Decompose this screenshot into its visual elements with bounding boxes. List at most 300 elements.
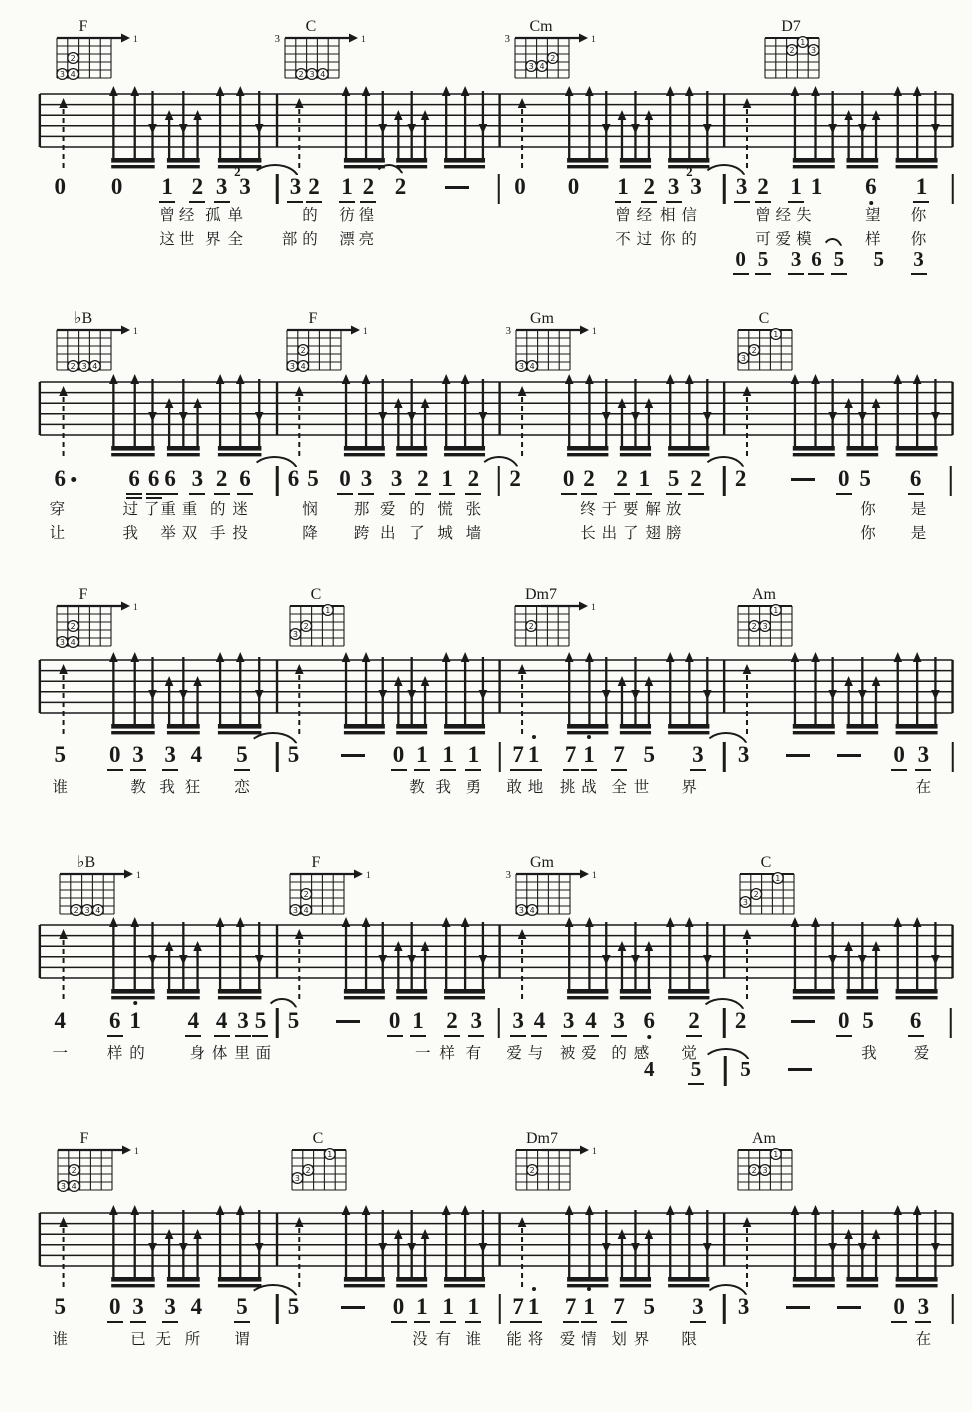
- melody-note: [465, 1294, 481, 1323]
- note-digit: 7: [613, 1294, 625, 1319]
- note-digit: 0: [562, 466, 575, 491]
- note-digit: 5: [757, 247, 769, 271]
- lyric-char: 样: [106, 1044, 123, 1062]
- lyric-char: 跨: [353, 524, 370, 542]
- note-digit: 1: [412, 1008, 424, 1033]
- eighth-underline: [414, 769, 430, 771]
- chord-diagram-Dm7: [501, 584, 621, 658]
- note-digit: 2: [734, 466, 747, 491]
- chord-diagram-C: [278, 1128, 398, 1202]
- note-digit: 2: [362, 174, 375, 199]
- note-digit: 1: [583, 742, 595, 767]
- eighth-underline: [836, 1035, 852, 1037]
- melody-note: [733, 246, 749, 275]
- note-digit: 3: [164, 742, 176, 767]
- eighth-underline: [146, 493, 162, 495]
- melody-note: [611, 1008, 627, 1037]
- melody-note: [107, 1008, 123, 1037]
- svg-text:2: 2: [70, 621, 76, 631]
- lyric-char: 穿: [49, 500, 66, 518]
- svg-text:1: 1: [773, 605, 779, 615]
- note-digit: 1: [790, 174, 802, 199]
- note-digit: 0: [339, 466, 351, 491]
- eighth-underline: [636, 493, 652, 495]
- melody-note: [414, 742, 430, 771]
- lyric-char: 解: [645, 500, 661, 518]
- note-digit: 1: [915, 174, 928, 199]
- lyric-char: 的: [302, 206, 318, 224]
- chord-diagram-Am: [724, 1128, 844, 1202]
- eighth-underline: [252, 1035, 268, 1037]
- melody-note: [159, 174, 175, 203]
- eighth-underline: [234, 769, 250, 771]
- octave-dot-high: [532, 735, 536, 739]
- svg-text:4: 4: [529, 905, 535, 915]
- melody-note: [341, 742, 365, 757]
- eighth-underline: [410, 1035, 426, 1037]
- melody-note: [614, 466, 630, 495]
- dash-note: [341, 754, 365, 757]
- svg-text:2: 2: [753, 889, 759, 899]
- chord-diagram-C: [724, 308, 844, 382]
- melody-note: [611, 742, 627, 771]
- chord-diagram-F: [43, 584, 163, 658]
- note-digit: 3: [790, 247, 802, 271]
- lyric-char: 的: [209, 500, 226, 518]
- melody-note: [337, 466, 353, 495]
- svg-text:3: 3: [292, 629, 298, 639]
- svg-text:3: 3: [762, 1165, 768, 1175]
- melody-barline: [497, 174, 500, 204]
- note-digit: 0: [54, 174, 66, 199]
- lyric-char: 漂: [339, 230, 355, 248]
- note-digit: 1: [161, 174, 173, 199]
- note-digit: 2: [688, 1008, 700, 1033]
- melody-note: [561, 1008, 577, 1037]
- note-digit: 3: [512, 1008, 524, 1033]
- melody-note: [498, 1294, 501, 1324]
- lyric-char: 有: [465, 1044, 482, 1062]
- melody-note: [445, 174, 469, 189]
- eighth-underline: [526, 1321, 542, 1323]
- melody-note: [836, 1008, 852, 1037]
- svg-text:3: 3: [274, 33, 280, 45]
- note-digit: 6: [287, 466, 300, 491]
- dash-note: [837, 1306, 861, 1309]
- lyric-char: 样: [439, 1044, 455, 1062]
- lyric-char: 信: [681, 206, 697, 224]
- melody-note: [514, 174, 526, 200]
- lyric-char: 的: [302, 230, 318, 248]
- melody-note: [191, 1294, 203, 1320]
- eighth-underline: [755, 273, 771, 275]
- note-digit: 6: [811, 247, 822, 271]
- dash-note: [788, 1068, 812, 1071]
- lyric-char: 敢: [506, 778, 522, 796]
- eighth-underline: [734, 201, 750, 203]
- melody-note: [510, 1294, 526, 1323]
- melody-note: [788, 174, 804, 203]
- note-digit: 4: [190, 1294, 203, 1319]
- eighth-underline: [686, 1035, 702, 1037]
- melody-note: [107, 742, 123, 771]
- grace-note-digit: 2: [686, 164, 693, 179]
- lyric-char: 将: [527, 1330, 544, 1348]
- note-digit: 0: [392, 1294, 405, 1319]
- note-digit: 3: [289, 174, 302, 199]
- lyric-char: 你: [910, 230, 927, 248]
- note-digit: 2: [191, 174, 204, 199]
- note-digit: 6: [147, 466, 160, 491]
- lyric-char: 你: [860, 500, 876, 518]
- melody-note: [862, 1008, 874, 1034]
- eighth-underline: [510, 1321, 526, 1323]
- svg-text:2: 2: [751, 345, 757, 355]
- note-digit: 4: [187, 1008, 200, 1033]
- svg-text:3: 3: [518, 905, 524, 915]
- note-digit: 6: [128, 466, 140, 491]
- melody-note: [391, 1294, 407, 1323]
- svg-text:F: F: [78, 586, 88, 603]
- eighth-underline: [561, 493, 577, 495]
- eighth-underline: [214, 1035, 230, 1037]
- eighth-underline: [788, 273, 804, 275]
- eighth-underline: [414, 1321, 430, 1323]
- note-digit: 5: [643, 742, 656, 767]
- eighth-underline: [214, 493, 230, 495]
- melody-note: [55, 1294, 67, 1320]
- note-digit: 1: [442, 742, 454, 767]
- eighth-underline: [337, 493, 353, 495]
- svg-text:2: 2: [73, 905, 79, 915]
- melody-note: [526, 742, 542, 771]
- melody-note: [581, 742, 597, 771]
- svg-text:1: 1: [134, 1147, 139, 1157]
- melody-note: [636, 466, 652, 495]
- svg-text:♭B: ♭B: [76, 854, 96, 871]
- melody-note: [949, 1008, 952, 1038]
- lyric-char: 能: [506, 1330, 522, 1348]
- svg-text:F: F: [78, 18, 88, 35]
- svg-text:2: 2: [529, 1165, 535, 1175]
- strum-staff: [0, 650, 972, 746]
- eighth-underline: [159, 201, 175, 203]
- melody-note: [162, 742, 178, 771]
- eighth-underline: [891, 769, 907, 771]
- note-digit: 2: [734, 1008, 747, 1033]
- note-digit: 5: [740, 1057, 751, 1081]
- melody-note: [391, 742, 407, 771]
- lyric-char: 谁: [52, 778, 69, 796]
- lyric-char: 已: [130, 1330, 146, 1348]
- eighth-underline: [339, 201, 355, 203]
- lyric-char: 经: [775, 206, 792, 224]
- lyric-char: 地: [527, 778, 544, 796]
- lyric-char: 情: [581, 1330, 597, 1348]
- eighth-underline: [915, 769, 931, 771]
- note-digit: 6: [54, 466, 66, 491]
- lyric-char: 体: [211, 1044, 228, 1062]
- svg-text:1: 1: [325, 605, 331, 615]
- lyric-char: 要: [623, 500, 639, 518]
- eighth-underline: [581, 1321, 597, 1323]
- note-digit: 0: [388, 1008, 401, 1033]
- melody-note: [755, 246, 771, 275]
- note-digit: 5: [287, 742, 300, 767]
- melody-note: [531, 1008, 547, 1037]
- lyric-char: 的: [129, 1044, 145, 1062]
- lyric-char: 单: [227, 206, 243, 224]
- eighth-underline: [107, 1035, 123, 1037]
- lyric-char: 你: [910, 206, 927, 224]
- melody-note: [510, 742, 526, 771]
- sixteenth-underline: [126, 497, 142, 499]
- melody-note: [185, 1008, 201, 1037]
- eighth-underline: [360, 201, 376, 203]
- lyric-char: 了: [409, 524, 425, 542]
- melody-note: [859, 466, 871, 492]
- eighth-underline: [614, 493, 630, 495]
- eighth-underline: [581, 493, 597, 495]
- eighth-underline: [915, 1321, 931, 1323]
- lyric-char: 曾: [615, 206, 631, 224]
- dash-note: [336, 1020, 360, 1023]
- melody-note: [615, 174, 631, 203]
- note-digit: 0: [837, 1008, 850, 1033]
- melody-note: [837, 1294, 861, 1309]
- grace-note-digit: 2: [234, 164, 241, 179]
- melody-note: [410, 1008, 426, 1037]
- lyric-char: 了: [143, 500, 160, 518]
- eighth-underline: [911, 273, 927, 275]
- chord-diagram-Gm: [502, 308, 622, 382]
- lyric-char: 世: [633, 778, 650, 796]
- lyric-char: 模: [796, 230, 812, 248]
- melody-note: [235, 1008, 251, 1037]
- melody-note: [911, 246, 927, 275]
- eighth-underline: [788, 201, 804, 203]
- lyric-char: 是: [910, 524, 927, 542]
- eighth-underline: [563, 769, 579, 771]
- lyric-char: 孤: [205, 206, 221, 224]
- melody-barline: [951, 1294, 954, 1324]
- octave-dot-low: [869, 201, 873, 205]
- melody-note: [111, 174, 123, 200]
- svg-text:3: 3: [84, 905, 90, 915]
- strum-staff: [0, 915, 972, 1011]
- lyric-char: 望: [865, 206, 881, 224]
- lyric-char: 双: [181, 524, 198, 542]
- note-digit: 5: [236, 742, 248, 767]
- note-digit: 2: [643, 174, 656, 199]
- note-digit: 3: [913, 247, 924, 271]
- svg-text:2: 2: [751, 621, 757, 631]
- melody-note: [415, 466, 431, 495]
- svg-text:F: F: [79, 1130, 89, 1147]
- lyric-char: 翅: [645, 524, 661, 542]
- note-digit: 3: [164, 1294, 176, 1319]
- note-digit: 7: [564, 1294, 577, 1319]
- svg-text:1: 1: [363, 327, 368, 337]
- melody-note: [563, 1294, 579, 1323]
- chord-diagram-C: [276, 584, 396, 658]
- note-digit: 2: [446, 1008, 458, 1033]
- svg-text:3: 3: [294, 1173, 300, 1183]
- eighth-underline: [387, 1035, 403, 1037]
- note-digit: 5: [287, 1294, 300, 1319]
- eighth-underline: [162, 1321, 178, 1323]
- eighth-underline: [189, 493, 205, 495]
- melody-note: [644, 742, 656, 768]
- melody-note: [497, 1008, 500, 1038]
- lyric-char: 相: [659, 206, 676, 224]
- lyric-char: 城: [437, 524, 453, 542]
- note-digit: 3: [360, 466, 373, 491]
- note-digit: 6: [108, 1008, 121, 1033]
- lyric-char: 所: [184, 1330, 201, 1348]
- note-digit: 1: [617, 174, 629, 199]
- lyric-char: 我: [159, 778, 175, 796]
- svg-text:Gm: Gm: [530, 310, 554, 327]
- note-digit: 7: [512, 742, 524, 767]
- svg-text:3: 3: [505, 869, 511, 881]
- dash-note: [341, 1306, 365, 1309]
- svg-text:1: 1: [592, 327, 597, 337]
- chord-diagram-C: [271, 16, 391, 90]
- svg-text:1: 1: [591, 603, 596, 613]
- note-digit: 1: [441, 466, 453, 491]
- note-digit: 3: [735, 174, 748, 199]
- note-digit: 2: [583, 466, 595, 491]
- note-digit: 3: [692, 1294, 704, 1319]
- lyric-char: 这: [159, 230, 175, 248]
- svg-text:2: 2: [751, 1165, 757, 1175]
- note-digit: 5: [833, 247, 845, 271]
- note-digit: 7: [564, 742, 577, 767]
- svg-text:1: 1: [361, 35, 366, 45]
- melody-note: [336, 1008, 360, 1023]
- chord-diagram-Cm: [501, 16, 621, 90]
- svg-text:3: 3: [505, 325, 511, 337]
- melody-barline: [949, 466, 952, 496]
- note-digit: 1: [638, 466, 651, 491]
- lyric-char: 那: [353, 500, 370, 518]
- octave-dot-high: [587, 1287, 591, 1291]
- svg-text:Dm7: Dm7: [526, 1130, 558, 1147]
- melody-note: [239, 174, 251, 200]
- svg-text:3: 3: [518, 361, 524, 371]
- lyric-char: 谓: [234, 1330, 250, 1348]
- note-digit: 3: [737, 742, 750, 767]
- svg-text:C: C: [760, 854, 772, 871]
- note-digit: 5: [690, 1057, 702, 1081]
- lyric-char: 教: [130, 778, 146, 796]
- melody-note: [786, 1294, 810, 1309]
- lyric-char: 彷: [339, 206, 355, 224]
- lyric-char: 一: [415, 1044, 431, 1062]
- lyric-char: 经: [636, 206, 653, 224]
- eighth-underline: [581, 769, 597, 771]
- melody-note: [162, 1294, 178, 1323]
- note-digit: 2: [215, 466, 228, 491]
- note-digit: 1: [527, 742, 540, 767]
- eighth-underline: [465, 769, 481, 771]
- eighth-underline: [690, 1321, 706, 1323]
- svg-text:3: 3: [742, 897, 748, 907]
- eighth-underline: [755, 201, 771, 203]
- svg-text:3: 3: [762, 621, 768, 631]
- note-digit: 5: [54, 742, 66, 767]
- note-digit: 3: [132, 1294, 144, 1319]
- melody-note: [791, 466, 815, 481]
- octave-dot-high: [587, 735, 591, 739]
- tie-arc: [701, 1048, 751, 1065]
- lyric-char: 里: [234, 1044, 250, 1062]
- svg-text:2: 2: [70, 361, 76, 371]
- svg-text:1: 1: [133, 603, 138, 613]
- lyric-char: 张: [465, 500, 482, 518]
- note-digit: 0: [837, 466, 850, 491]
- lyric-char: 部: [281, 230, 298, 248]
- chord-diagram-Dm7: [502, 1128, 622, 1202]
- lyric-char: 挑: [559, 778, 576, 796]
- lyric-char: 出: [380, 524, 396, 542]
- eighth-underline: [510, 769, 526, 771]
- note-digit: 3: [737, 1294, 750, 1319]
- lyric-char: 长: [580, 524, 596, 542]
- eighth-underline: [389, 493, 405, 495]
- octave-dot-high: [133, 1001, 137, 1005]
- melody-note: [788, 246, 804, 275]
- svg-text:4: 4: [320, 69, 326, 79]
- note-digit: 3: [690, 174, 702, 199]
- melody-note: [837, 742, 861, 757]
- eighth-underline: [611, 1321, 627, 1323]
- lyric-char: 失: [796, 206, 812, 224]
- svg-text:3: 3: [59, 637, 65, 647]
- melody-note: [915, 1294, 931, 1323]
- lyric-char: 谁: [52, 1330, 69, 1348]
- svg-text:C: C: [312, 1130, 324, 1147]
- note-digit: 5: [236, 1294, 248, 1319]
- note-digit: 2: [467, 466, 480, 491]
- dash-note: [445, 186, 469, 189]
- note-digit: 5: [307, 466, 319, 491]
- lyric-char: 投: [232, 524, 248, 542]
- lyric-char: 过: [122, 500, 138, 518]
- lyric-char: 世: [178, 230, 195, 248]
- lyric-char: 与: [527, 1044, 544, 1062]
- eighth-underline: [611, 1035, 627, 1037]
- sixteenth-underline: [146, 497, 162, 499]
- octave-dot-low: [647, 1035, 651, 1039]
- lyric-char: 限: [681, 1330, 697, 1348]
- svg-text:4: 4: [529, 361, 535, 371]
- eighth-underline: [391, 1321, 407, 1323]
- svg-text:1: 1: [775, 873, 781, 883]
- eighth-underline: [733, 273, 749, 275]
- note-digit: 1: [341, 174, 353, 199]
- svg-text:Gm: Gm: [530, 854, 554, 871]
- lyric-char: 出: [601, 524, 618, 542]
- svg-text:3: 3: [289, 361, 295, 371]
- note-digit: 3: [239, 174, 251, 199]
- eighth-underline: [531, 1035, 547, 1037]
- lyric-char: 降: [302, 524, 318, 542]
- lyric-char: 了: [623, 524, 639, 542]
- note-digit: 2: [616, 466, 628, 491]
- note-digit: 6: [239, 466, 251, 491]
